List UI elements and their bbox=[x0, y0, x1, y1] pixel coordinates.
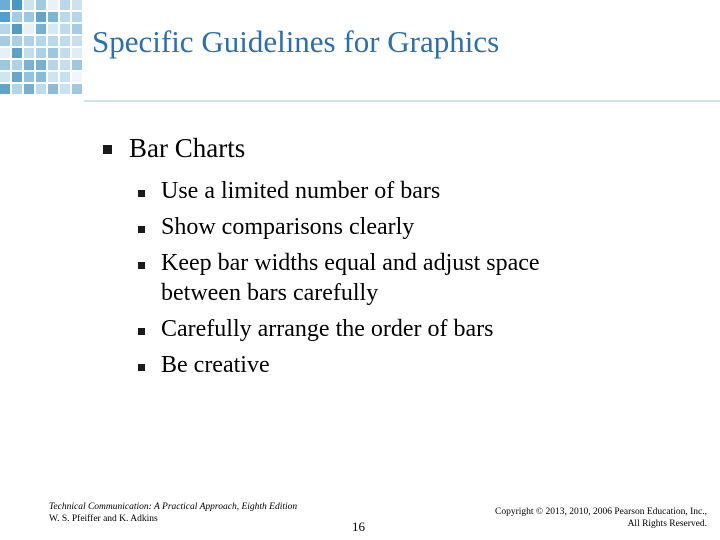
mosaic-tile bbox=[0, 0, 10, 10]
main-bullet-text: Bar Charts bbox=[129, 133, 246, 163]
mosaic-tile bbox=[24, 48, 34, 58]
mosaic-tile bbox=[72, 0, 82, 10]
mosaic-tile bbox=[36, 48, 46, 58]
mosaic-tile bbox=[0, 84, 10, 94]
mosaic-tile bbox=[60, 72, 70, 82]
decorative-mosaic bbox=[0, 0, 84, 102]
mosaic-tile bbox=[12, 84, 22, 94]
title-underline bbox=[84, 100, 720, 102]
mosaic-tile bbox=[36, 84, 46, 94]
sub-bullet-text: Show comparisons clearly bbox=[161, 214, 415, 240]
mosaic-tile bbox=[12, 24, 22, 34]
page-number: 16 bbox=[352, 519, 365, 534]
mosaic-tile bbox=[24, 36, 34, 46]
mosaic-tile bbox=[72, 84, 82, 94]
mosaic-tile bbox=[24, 12, 34, 22]
sub-bullet-text: Keep bar widths equal and adjust space between bars carefully bbox=[161, 250, 540, 306]
mosaic-tile bbox=[72, 48, 82, 58]
mosaic-tile bbox=[60, 0, 70, 10]
mosaic-tile bbox=[0, 24, 10, 34]
square-bullet-icon bbox=[138, 364, 145, 371]
mosaic-tile bbox=[72, 60, 82, 70]
mosaic-tile bbox=[48, 24, 58, 34]
sub-bullet-item bbox=[138, 176, 703, 206]
mosaic-tile bbox=[12, 72, 22, 82]
mosaic-tile bbox=[24, 72, 34, 82]
mosaic-tile bbox=[12, 0, 22, 10]
mosaic-tile bbox=[0, 12, 10, 22]
mosaic-tile bbox=[36, 36, 46, 46]
mosaic-tile bbox=[12, 12, 22, 22]
mosaic-tile bbox=[72, 72, 82, 82]
mosaic-tile bbox=[12, 36, 22, 46]
mosaic-tile bbox=[60, 36, 70, 46]
sub-bullet-item bbox=[138, 248, 703, 308]
footer-copyright bbox=[495, 506, 707, 530]
square-bullet-icon bbox=[138, 262, 145, 269]
square-bullet-icon bbox=[138, 328, 145, 335]
mosaic-tile bbox=[48, 48, 58, 58]
book-title: Technical Communication: A Practical Approach, Eighth Edition bbox=[49, 502, 298, 512]
sub-bullet-text: Carefully arrange the order of bars bbox=[161, 316, 494, 342]
mosaic-tile bbox=[72, 36, 82, 46]
mosaic-tile bbox=[48, 72, 58, 82]
mosaic-tile bbox=[24, 84, 34, 94]
mosaic-tile bbox=[60, 84, 70, 94]
mosaic-tile bbox=[24, 60, 34, 70]
mosaic-tile bbox=[12, 60, 22, 70]
sub-bullet-item bbox=[138, 212, 703, 242]
rights-line: All Rights Reserved. bbox=[627, 519, 707, 529]
mosaic-tile bbox=[24, 0, 34, 10]
sub-bullet-text: Be creative bbox=[161, 352, 270, 378]
mosaic-tile bbox=[72, 12, 82, 22]
mosaic-tile bbox=[36, 24, 46, 34]
mosaic-tile bbox=[0, 72, 10, 82]
sub-bullet-item bbox=[138, 314, 703, 344]
mosaic-tile bbox=[0, 48, 10, 58]
square-bullet-icon bbox=[103, 145, 112, 154]
mosaic-tile bbox=[12, 48, 22, 58]
mosaic-tile bbox=[36, 0, 46, 10]
mosaic-tile bbox=[48, 84, 58, 94]
mosaic-tile bbox=[48, 12, 58, 22]
mosaic-tile bbox=[48, 60, 58, 70]
mosaic-tile bbox=[60, 48, 70, 58]
square-bullet-icon bbox=[138, 226, 145, 233]
mosaic-tile bbox=[72, 24, 82, 34]
mosaic-tile bbox=[48, 0, 58, 10]
mosaic-tile bbox=[48, 36, 58, 46]
mosaic-tile bbox=[60, 24, 70, 34]
mosaic-tile bbox=[0, 60, 10, 70]
book-authors: W. S. Pfeiffer and K. Adkins bbox=[49, 514, 158, 524]
mosaic-tile bbox=[0, 36, 10, 46]
bullet-list bbox=[103, 133, 703, 386]
square-bullet-icon bbox=[138, 190, 145, 197]
sub-bullet-text: Use a limited number of bars bbox=[161, 178, 441, 204]
sub-bullet-item bbox=[138, 350, 703, 380]
mosaic-tile bbox=[60, 60, 70, 70]
footer-book-info bbox=[49, 501, 297, 525]
slide-title: Specific Guidelines for Graphics bbox=[92, 24, 500, 59]
main-bullet-item bbox=[103, 133, 703, 164]
mosaic-tile bbox=[36, 12, 46, 22]
mosaic-tile bbox=[36, 60, 46, 70]
copyright-line: Copyright © 2013, 2010, 2006 Pearson Education, Inc., bbox=[495, 507, 707, 517]
mosaic-tile bbox=[24, 24, 34, 34]
mosaic-tile bbox=[36, 72, 46, 82]
mosaic-tile bbox=[60, 12, 70, 22]
sub-bullet-list bbox=[138, 176, 703, 380]
